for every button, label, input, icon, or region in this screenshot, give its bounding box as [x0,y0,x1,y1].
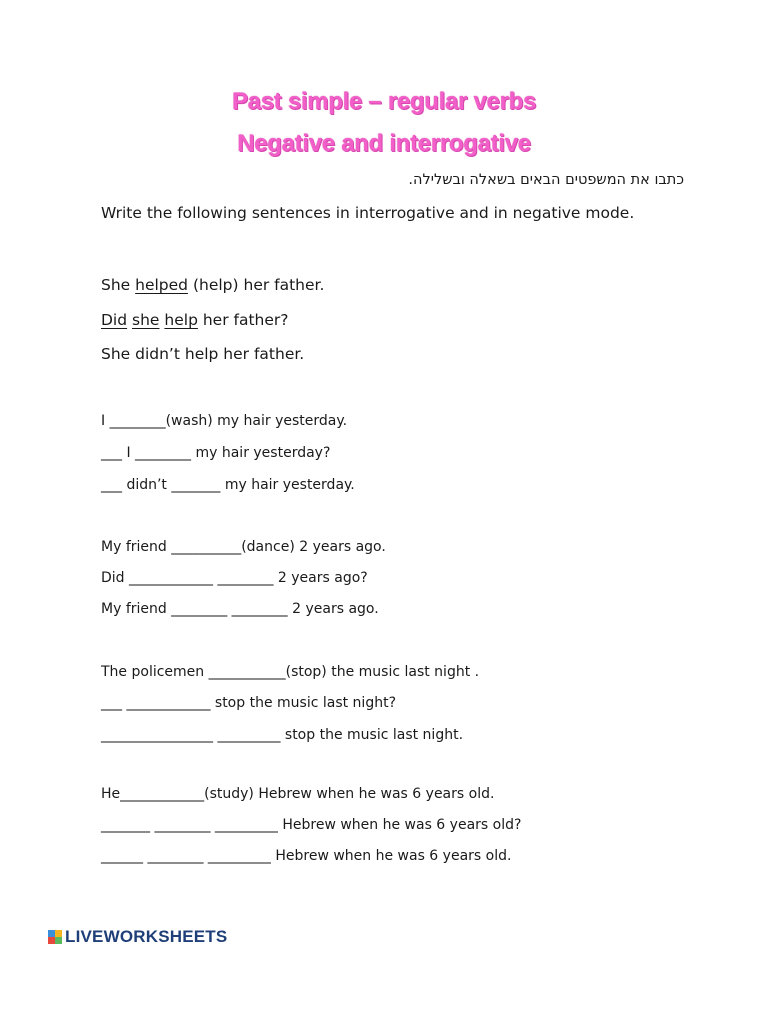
logo-text: LIVEWORKSHEETS [65,927,228,946]
example-q-rest: her father? [202,311,289,329]
exercise-4-affirmative: He____________(study) Hebrew when he was 6 years old. [101,786,495,802]
exercise-2-question: Did ____________ ________ 2 years ago? [101,570,368,586]
example-affirmative [101,276,324,294]
english-instruction: Write the following sentences in interrogative and in negative mode. [101,204,635,222]
exercise-1-question: ___ I ________ my hair yesterday? [101,445,331,461]
example-question [101,311,289,329]
liveworksheets-mark-icon [48,930,62,944]
exercise-3-negative: ________________ _________ stop the music last night. [101,727,464,743]
hebrew-instruction: כתבו את המשפטים הבאים בשאלה ובשלילה. [408,172,684,188]
example-q-verb: help [164,311,198,329]
exercise-3-question: ___ ____________ stop the music last night? [101,695,396,711]
worksheet-title: Past simple – regular verbs [231,88,537,115]
example-verb: helped [135,276,189,294]
example-rest: (help) her father. [192,276,325,294]
exercise-3-affirmative: The policemen ___________(stop) the music last night . [101,664,480,680]
example-negative: She didn’t help her father. [101,345,305,363]
example-aux: Did [101,311,128,329]
example-subject: She [101,276,131,294]
exercise-2-negative: My friend ________ ________ 2 years ago. [101,601,379,617]
exercise-1-affirmative: I ________(wash) my hair yesterday. [101,413,348,429]
liveworksheets-logo [48,926,227,948]
exercise-4-question: _______ ________ _________ Hebrew when he was 6 years old? [101,817,522,833]
example-q-subject: she [132,311,160,329]
exercise-4-negative: ______ ________ _________ Hebrew when he was 6 years old. [101,848,512,864]
exercise-2-affirmative: My friend __________(dance) 2 years ago. [101,539,386,555]
worksheet-subtitle: Negative and interrogative [237,130,531,157]
exercise-1-negative: ___ didn’t _______ my hair yesterday. [101,477,355,493]
